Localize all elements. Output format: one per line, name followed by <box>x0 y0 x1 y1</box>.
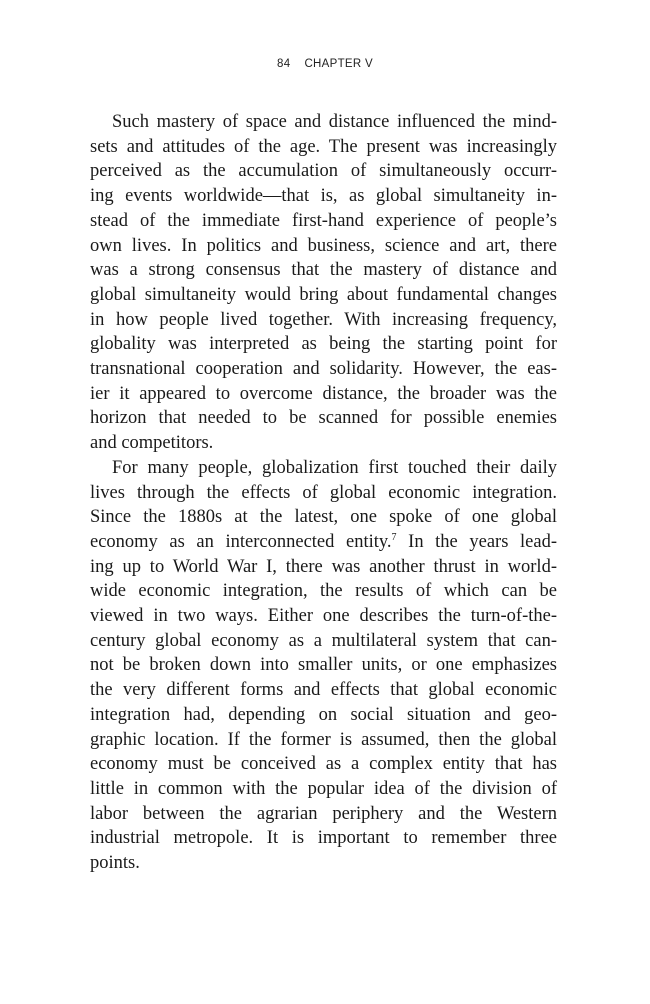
text-line: ing up to World War I, there was another thrust in world- <box>90 556 557 577</box>
text-line: sets and attitudes of the age. The present was increasingly <box>90 136 557 157</box>
text-line: wide economic integration, the results of which can be <box>90 581 557 602</box>
text-line-start: economy as an interconnected entity. <box>90 531 392 552</box>
text-line: economy must be conceived as a complex entity that has <box>90 754 557 775</box>
text-line: not be broken down into smaller units, or one emphasizes <box>90 655 557 676</box>
text-line: century global economy as a multilateral system that can- <box>90 630 557 651</box>
text-line: viewed in two ways. Either one describes the turn-of-the- <box>90 606 557 627</box>
paragraph-1 <box>90 110 557 456</box>
footnote-reference[interactable]: 7 <box>391 531 397 543</box>
text-line: own lives. In politics and business, science and art, there <box>90 235 557 256</box>
text-line: industrial metropole. It is important to remember three <box>90 828 557 849</box>
text-line: horizon that needed to be scanned for possible enemies <box>90 408 557 429</box>
chapter-title: CHAPTER V <box>304 58 373 70</box>
text-line: integration had, depending on social situation and geo- <box>90 704 557 725</box>
text-line: global simultaneity would bring about fundamental changes <box>90 284 557 305</box>
text-line: and competitors. <box>90 433 214 454</box>
text-line: perceived as the accumulation of simultaneously occurr- <box>90 161 557 182</box>
text-line: the very different forms and effects that global economic <box>90 680 557 701</box>
text-line: points. <box>90 853 140 874</box>
text-line: ing events worldwide—that is, as global simultaneity in- <box>90 186 557 207</box>
running-head <box>0 58 650 70</box>
text-line: For many people, globalization first touched their daily <box>112 457 557 478</box>
text-line-end: In the years lead- <box>396 531 557 552</box>
text-line: graphic location. If the former is assumed, then the global <box>90 729 557 750</box>
text-line: globality was interpreted as being the starting point for <box>90 334 557 355</box>
text-line: little in common with the popular idea of the division of <box>90 778 557 799</box>
text-line: was a strong consensus that the mastery of distance and <box>90 260 557 281</box>
text-line: transnational cooperation and solidarity. However, the eas- <box>90 359 557 380</box>
page-number: 84 <box>277 58 291 70</box>
text-line: Such mastery of space and distance influenced the mind- <box>112 112 557 132</box>
paragraph-2 <box>90 456 557 876</box>
text-line: ier it appeared to overcome distance, the broader was the <box>90 383 557 404</box>
text-line: Since the 1880s at the latest, one spoke of one global <box>90 507 557 528</box>
body-text <box>90 110 557 876</box>
text-line: stead of the immediate first-hand experience of people’s <box>90 210 557 231</box>
text-line: lives through the effects of global economic integration. <box>90 482 557 503</box>
text-line: in how people lived together. With increasing frequency, <box>90 309 557 330</box>
text-line: labor between the agrarian periphery and the Western <box>90 803 557 824</box>
text-line-with-footnote <box>90 530 557 555</box>
